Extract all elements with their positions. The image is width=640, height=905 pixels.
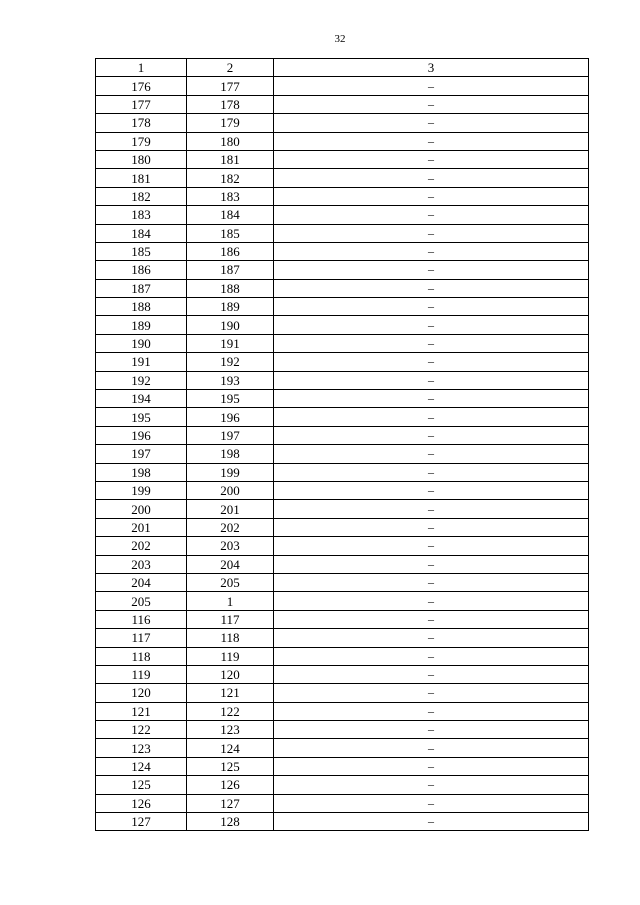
table-cell-col-2: 196 xyxy=(187,408,274,426)
table-cell-col-2: 177 xyxy=(187,77,274,95)
table-row xyxy=(96,794,589,812)
table-row xyxy=(96,684,589,702)
table-cell-col-1: 183 xyxy=(96,206,187,224)
table-cell-col-3: – xyxy=(274,500,589,518)
table-cell-col-3: – xyxy=(274,206,589,224)
table-cell-col-1: 179 xyxy=(96,132,187,150)
table-cell-col-1: 194 xyxy=(96,390,187,408)
column-header-2: 2 xyxy=(187,59,274,77)
table-cell-col-1: 121 xyxy=(96,702,187,720)
table-cell-col-2: 188 xyxy=(187,279,274,297)
table-cell-col-3: – xyxy=(274,298,589,316)
table-cell-col-2: 127 xyxy=(187,794,274,812)
table-cell-col-1: 124 xyxy=(96,757,187,775)
table-cell-col-3: – xyxy=(274,426,589,444)
table-cell-col-1: 185 xyxy=(96,242,187,260)
table-row xyxy=(96,77,589,95)
table-cell-col-2: 198 xyxy=(187,445,274,463)
table-cell-col-2: 184 xyxy=(187,206,274,224)
table-cell-col-1: 119 xyxy=(96,665,187,683)
table-cell-col-2: 123 xyxy=(187,721,274,739)
table-cell-col-3: – xyxy=(274,481,589,499)
table-cell-col-1: 125 xyxy=(96,776,187,794)
table-cell-col-1: 126 xyxy=(96,794,187,812)
table-row xyxy=(96,610,589,628)
table-row xyxy=(96,518,589,536)
table-cell-col-1: 182 xyxy=(96,187,187,205)
table-row xyxy=(96,573,589,591)
table-row xyxy=(96,500,589,518)
table-cell-col-3: – xyxy=(274,776,589,794)
table-cell-col-1: 177 xyxy=(96,95,187,113)
table-row xyxy=(96,95,589,113)
table-cell-col-2: 117 xyxy=(187,610,274,628)
table-row xyxy=(96,279,589,297)
table-row xyxy=(96,776,589,794)
table-cell-col-3: – xyxy=(274,371,589,389)
table-cell-col-1: 176 xyxy=(96,77,187,95)
table-cell-col-2: 179 xyxy=(187,114,274,132)
table-row xyxy=(96,169,589,187)
table-cell-col-1: 192 xyxy=(96,371,187,389)
table-cell-col-1: 118 xyxy=(96,647,187,665)
table-row xyxy=(96,463,589,481)
table-cell-col-3: – xyxy=(274,518,589,536)
table-cell-col-3: – xyxy=(274,757,589,775)
table-cell-col-1: 198 xyxy=(96,463,187,481)
table-cell-col-2: 185 xyxy=(187,224,274,242)
table-cell-col-2: 197 xyxy=(187,426,274,444)
table-cell-col-3: – xyxy=(274,150,589,168)
table-cell-col-1: 117 xyxy=(96,629,187,647)
table-cell-col-3: – xyxy=(274,132,589,150)
table-cell-col-2: 121 xyxy=(187,684,274,702)
table-row xyxy=(96,813,589,831)
table-row xyxy=(96,242,589,260)
table-cell-col-1: 189 xyxy=(96,316,187,334)
table-body xyxy=(96,77,589,831)
table-cell-col-1: 122 xyxy=(96,721,187,739)
table-cell-col-2: 1 xyxy=(187,592,274,610)
table-row xyxy=(96,334,589,352)
table-cell-col-1: 205 xyxy=(96,592,187,610)
table-row xyxy=(96,702,589,720)
table-cell-col-3: – xyxy=(274,647,589,665)
table-cell-col-1: 200 xyxy=(96,500,187,518)
table-cell-col-1: 116 xyxy=(96,610,187,628)
table-row xyxy=(96,371,589,389)
table-cell-col-1: 191 xyxy=(96,353,187,371)
table-cell-col-2: 191 xyxy=(187,334,274,352)
column-header-3: 3 xyxy=(274,59,589,77)
table-row xyxy=(96,132,589,150)
table-cell-col-2: 195 xyxy=(187,390,274,408)
table-cell-col-1: 196 xyxy=(96,426,187,444)
table-cell-col-3: – xyxy=(274,684,589,702)
table-cell-col-2: 200 xyxy=(187,481,274,499)
table-cell-col-3: – xyxy=(274,610,589,628)
table-cell-col-1: 184 xyxy=(96,224,187,242)
table-cell-col-3: – xyxy=(274,334,589,352)
table-row xyxy=(96,592,589,610)
table-row xyxy=(96,481,589,499)
table-cell-col-1: 120 xyxy=(96,684,187,702)
table-cell-col-3: – xyxy=(274,187,589,205)
table-row xyxy=(96,721,589,739)
table-header xyxy=(96,59,589,77)
table-cell-col-2: 192 xyxy=(187,353,274,371)
table-cell-col-2: 122 xyxy=(187,702,274,720)
table-cell-col-1: 190 xyxy=(96,334,187,352)
table-cell-col-3: – xyxy=(274,573,589,591)
table-cell-col-2: 190 xyxy=(187,316,274,334)
table-cell-col-3: – xyxy=(274,316,589,334)
table-cell-col-3: – xyxy=(274,592,589,610)
table-cell-col-3: – xyxy=(274,114,589,132)
table-cell-col-3: – xyxy=(274,702,589,720)
data-table xyxy=(95,58,589,831)
table-cell-col-2: 181 xyxy=(187,150,274,168)
table-cell-col-1: 127 xyxy=(96,813,187,831)
page-number: 32 xyxy=(334,33,346,45)
table-cell-col-3: – xyxy=(274,555,589,573)
table-cell-col-3: – xyxy=(274,794,589,812)
table-cell-col-3: – xyxy=(274,537,589,555)
table-row xyxy=(96,187,589,205)
table-cell-col-3: – xyxy=(274,353,589,371)
table-cell-col-3: – xyxy=(274,242,589,260)
table-cell-col-2: 118 xyxy=(187,629,274,647)
table-cell-col-3: – xyxy=(274,463,589,481)
table-cell-col-3: – xyxy=(274,169,589,187)
table-row xyxy=(96,537,589,555)
header-row xyxy=(96,59,589,77)
table-cell-col-3: – xyxy=(274,279,589,297)
table-cell-col-2: 186 xyxy=(187,242,274,260)
table-row xyxy=(96,445,589,463)
table-row xyxy=(96,426,589,444)
table-cell-col-2: 199 xyxy=(187,463,274,481)
table-cell-col-1: 180 xyxy=(96,150,187,168)
table-row xyxy=(96,224,589,242)
table-row xyxy=(96,629,589,647)
table-cell-col-3: – xyxy=(274,390,589,408)
table-cell-col-3: – xyxy=(274,813,589,831)
table-cell-col-1: 123 xyxy=(96,739,187,757)
table-cell-col-3: – xyxy=(274,224,589,242)
table-cell-col-2: 128 xyxy=(187,813,274,831)
table-cell-col-1: 201 xyxy=(96,518,187,536)
table-cell-col-3: – xyxy=(274,629,589,647)
table-row xyxy=(96,150,589,168)
table-cell-col-2: 180 xyxy=(187,132,274,150)
table-cell-col-1: 197 xyxy=(96,445,187,463)
table-cell-col-2: 204 xyxy=(187,555,274,573)
table-row xyxy=(96,114,589,132)
table-cell-col-2: 189 xyxy=(187,298,274,316)
table-cell-col-2: 178 xyxy=(187,95,274,113)
table-cell-col-1: 199 xyxy=(96,481,187,499)
table-cell-col-3: – xyxy=(274,739,589,757)
table-row xyxy=(96,353,589,371)
table-cell-col-2: 125 xyxy=(187,757,274,775)
table-cell-col-1: 202 xyxy=(96,537,187,555)
table-cell-col-3: – xyxy=(274,261,589,279)
table-row xyxy=(96,298,589,316)
table-cell-col-1: 204 xyxy=(96,573,187,591)
table-row xyxy=(96,408,589,426)
column-header-1: 1 xyxy=(96,59,187,77)
table-cell-col-2: 119 xyxy=(187,647,274,665)
table-cell-col-2: 193 xyxy=(187,371,274,389)
table-row xyxy=(96,647,589,665)
table-row xyxy=(96,555,589,573)
table-row xyxy=(96,261,589,279)
table-cell-col-2: 187 xyxy=(187,261,274,279)
table-row xyxy=(96,757,589,775)
table-row xyxy=(96,665,589,683)
table-cell-col-3: – xyxy=(274,721,589,739)
table-cell-col-3: – xyxy=(274,445,589,463)
table-cell-col-2: 183 xyxy=(187,187,274,205)
table-cell-col-2: 201 xyxy=(187,500,274,518)
table-row xyxy=(96,739,589,757)
table-row xyxy=(96,316,589,334)
table-cell-col-1: 178 xyxy=(96,114,187,132)
table-cell-col-2: 202 xyxy=(187,518,274,536)
table-cell-col-2: 182 xyxy=(187,169,274,187)
table-cell-col-3: – xyxy=(274,77,589,95)
table-cell-col-3: – xyxy=(274,408,589,426)
table-cell-col-2: 203 xyxy=(187,537,274,555)
table-cell-col-2: 124 xyxy=(187,739,274,757)
table-cell-col-1: 188 xyxy=(96,298,187,316)
table-cell-col-3: – xyxy=(274,95,589,113)
footer-scan-marks xyxy=(0,900,640,905)
table-cell-col-1: 186 xyxy=(96,261,187,279)
table-cell-col-1: 203 xyxy=(96,555,187,573)
table-cell-col-2: 126 xyxy=(187,776,274,794)
table-cell-col-2: 120 xyxy=(187,665,274,683)
table-cell-col-2: 205 xyxy=(187,573,274,591)
table-cell-col-3: – xyxy=(274,665,589,683)
table-cell-col-1: 187 xyxy=(96,279,187,297)
table-row xyxy=(96,206,589,224)
table-cell-col-1: 181 xyxy=(96,169,187,187)
table-row xyxy=(96,390,589,408)
table-cell-col-1: 195 xyxy=(96,408,187,426)
